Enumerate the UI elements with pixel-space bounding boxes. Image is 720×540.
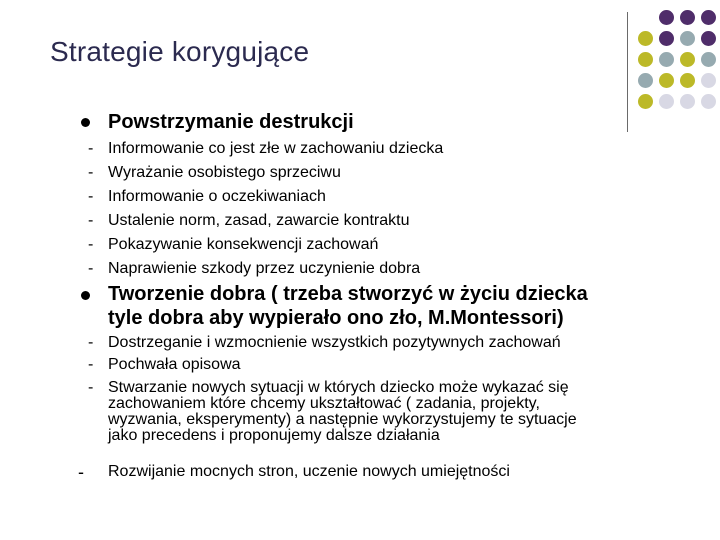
bullet-text-line-1: Tworzenie dobra ( trzeba stworzyć w życiu dziecka [108, 283, 588, 305]
decorative-dot [659, 94, 674, 109]
decorative-dot [659, 52, 674, 67]
dash-marker: - [78, 462, 84, 482]
bullet-text-line-2: tyle dobra aby wypierało ono zło, M.Montessori) [108, 307, 564, 329]
dash-marker: - [88, 212, 94, 229]
decorative-dot [659, 73, 674, 88]
sub-item-multiline [108, 380, 708, 444]
dash-marker: - [88, 379, 94, 396]
sub-item: Pokazywanie konsekwencji zachowań [108, 236, 379, 253]
decorative-dot [701, 10, 716, 25]
decorative-dot [680, 94, 695, 109]
decorative-dot [638, 31, 653, 46]
dash-marker: - [88, 356, 94, 373]
decorative-dot [659, 10, 674, 25]
slide-title: Strategie korygujące [50, 36, 310, 67]
dash-marker: - [88, 236, 94, 253]
bullet-text: Powstrzymanie destrukcji [108, 111, 354, 133]
dash-marker: - [88, 334, 94, 351]
sub-item: Informowanie co jest złe w zachowaniu dziecka [108, 140, 444, 157]
decorative-dot [701, 31, 716, 46]
bullet-dot-icon [81, 118, 90, 127]
decorative-dot [659, 31, 674, 46]
decorative-dot [638, 94, 653, 109]
sub-item: Rozwijanie mocnych stron, uczenie nowych umiejętności [108, 463, 510, 480]
decorative-dot [638, 52, 653, 67]
sub-item: Wyrażanie osobistego sprzeciwu [108, 164, 341, 181]
decorative-dot [701, 52, 716, 67]
dash-marker: - [88, 188, 94, 205]
sub-item-line: wyzwania, eksperymenty) a następnie wykorzystujemy te sytuacje [108, 411, 577, 428]
decorative-dot [680, 31, 695, 46]
bullet-dot-icon [81, 291, 90, 300]
sub-item: Dostrzeganie i wzmocnienie wszystkich pozytywnych zachowań [108, 334, 561, 351]
dash-marker: - [88, 140, 94, 157]
sub-item-line: jako precedens i proponujemy dalsze działania [108, 427, 440, 444]
sub-item-line: zachowaniem które chcemy ukształtować ( zadania, projekty, [108, 395, 540, 412]
decorative-dot [680, 52, 695, 67]
decorative-dot [701, 94, 716, 109]
decorative-dot [680, 10, 695, 25]
decorative-dot [638, 73, 653, 88]
dash-marker: - [88, 164, 94, 181]
sub-item-line: Stwarzanie nowych sytuacji w których dziecko może wykazać się [108, 379, 569, 396]
decorative-dot [680, 73, 695, 88]
decorative-dot [701, 73, 716, 88]
sub-item: Naprawienie szkody przez uczynienie dobra [108, 260, 421, 277]
sub-item: Ustalenie norm, zasad, zawarcie kontraktu [108, 212, 410, 229]
sub-item: Informowanie o oczekiwaniach [108, 188, 326, 205]
dash-marker: - [88, 260, 94, 277]
sub-item: Pochwała opisowa [108, 356, 241, 373]
